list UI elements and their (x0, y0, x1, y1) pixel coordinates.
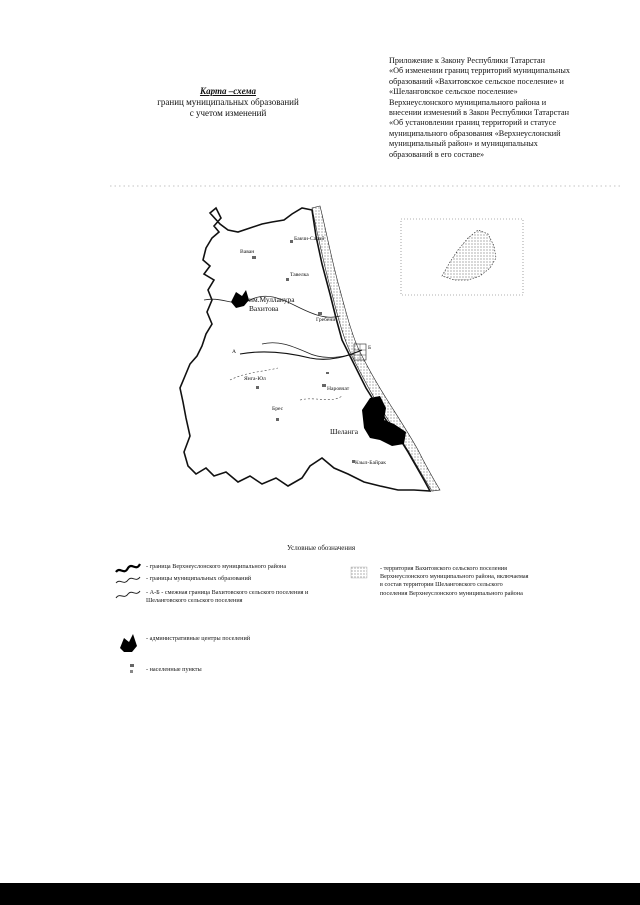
legend-item-district-boundary: - граница Верхнеуслонского муниципального района (146, 563, 287, 570)
label-grebeni: Гребени (316, 317, 336, 323)
annex-line: Приложение к Закону Республики Татарстан (389, 56, 546, 65)
a-b-boundary (240, 350, 362, 359)
annex-line: «Об установлении границ территорий и статусе (389, 118, 557, 128)
annex-line: «Об изменении границ территорий муниципальных (389, 66, 570, 76)
map-title: Карта –схема (199, 86, 257, 96)
annex-line: «Шеланговское сельское поселение» (389, 87, 518, 97)
annex-line: Верхнеуслонского муниципального района и (389, 97, 547, 107)
annex-line: муниципальный район» и муниципальных (389, 139, 538, 149)
inset-territory (442, 230, 496, 280)
label-shelanga: Шеланга (330, 427, 358, 436)
legend-item-admin-centers: - административные центры поселений (146, 635, 251, 642)
label-narovchat: Наровчат (327, 386, 350, 392)
label-point-a: А (232, 349, 237, 355)
map-subtitle-1: границ муниципальных образований (157, 97, 299, 107)
annex-line: образований «Вахитовское сельское поселение» и (389, 76, 564, 86)
legend-title: Условные обозначения (287, 544, 356, 552)
scan-border (0, 883, 640, 905)
municipal-boundary (300, 396, 342, 400)
label-vavan: Ваван (240, 249, 255, 255)
legend-item-a-b-boundary: - А-Б - смежная граница Вахитовского сельского поселения и Шеланговского сельского поселения (146, 589, 309, 605)
municipal-boundary (262, 343, 354, 358)
legend-item-settlements: - населенные пункты (146, 666, 202, 673)
label-bres: Брес (272, 406, 284, 412)
legend-item-territory: - территория Вахитовского сельского поселения Верхнеуслонского муниципального района, включаемая в состав территории Шеланговского сельского поселения Верхнеуслонского муниципального района (380, 565, 529, 597)
label-bakchi-saray: Бакчи-Сарай (294, 236, 325, 242)
district-boundary (180, 208, 430, 491)
river-band (312, 206, 440, 491)
annex-line: образований в его составе» (389, 149, 485, 159)
label-point-b: Б (368, 345, 372, 351)
legend-item-municipal-boundaries: - границы муниципальных образований (146, 575, 252, 582)
annex-line: внесении изменений в Закон Республики Татарстан (389, 108, 569, 118)
label-yanga-yul: Янга-Юл (244, 376, 266, 382)
admin-center-vahitova (231, 290, 249, 308)
map-subtitle-2: с учетом изменений (189, 108, 267, 118)
label-kzyl-bayrak: Кзыл-Байрак (355, 460, 386, 466)
label-tavelka: Тавелка (290, 272, 309, 278)
annex-line: муниципального образования «Верхнеуслонский (389, 128, 561, 138)
label-admin-center: им.Мулланура Вахитова (249, 295, 295, 313)
